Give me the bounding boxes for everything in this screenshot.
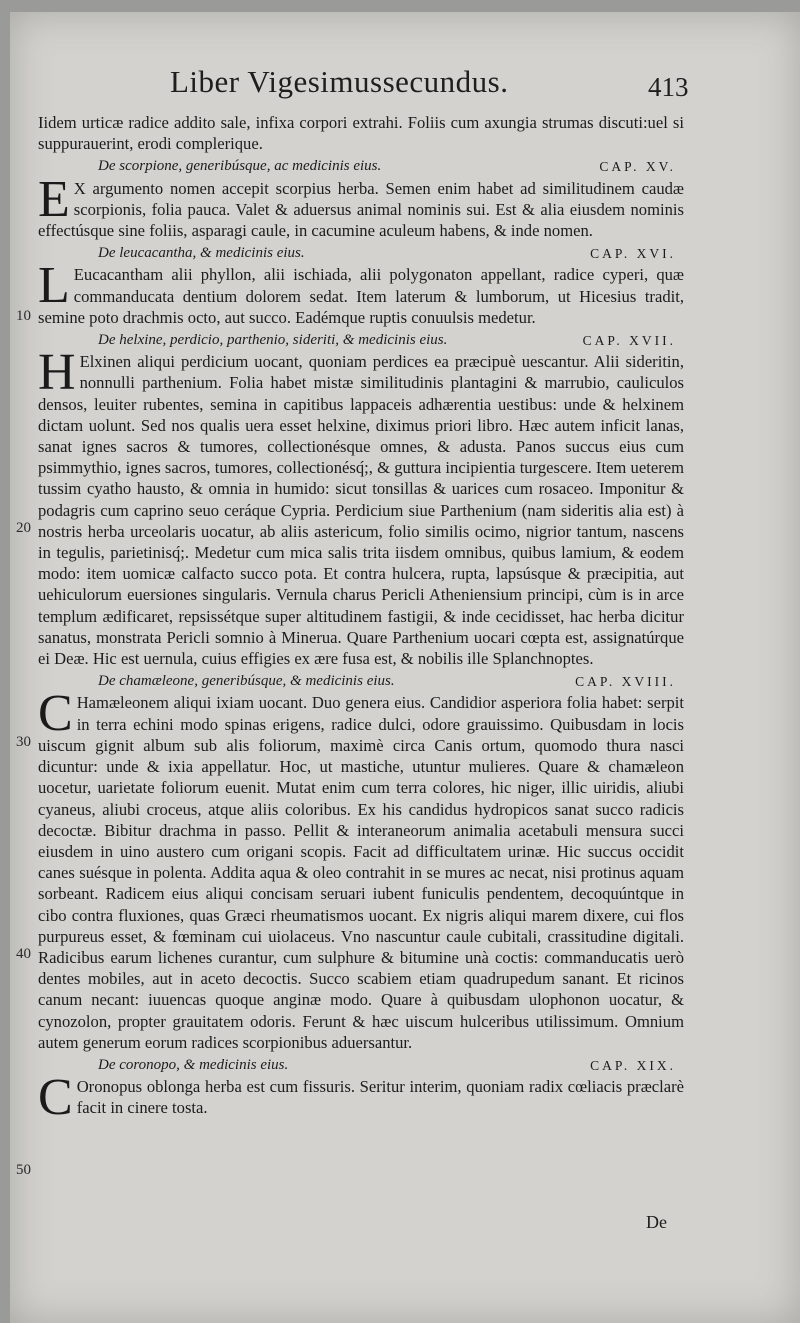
book-page (10, 12, 800, 1323)
line-number: 40 (16, 946, 31, 962)
chapter-title: De helxine, perdicio, parthenio, sideriti, & medicinis eius. (98, 332, 448, 349)
chapter-paragraph (38, 685, 684, 1052)
chapter-paragraph (38, 344, 684, 669)
chapter-paragraph (38, 257, 684, 328)
drop-cap-initial: C (38, 1069, 73, 1127)
chapter-heading (38, 243, 684, 264)
line-number: 20 (16, 520, 31, 536)
page-number: 413 (648, 72, 689, 102)
running-title: Liber Vigesimussecundus. (170, 64, 509, 99)
chapter-heading (38, 671, 684, 692)
drop-cap-initial: H (38, 344, 76, 402)
chapter-heading (38, 330, 684, 351)
intro-paragraph: Iidem urticæ radice addito sale, infixa corpori extrahi. Foliis cum axungia strumas discuti:uel si suppurauerint, erodi complerique. (38, 113, 684, 154)
chapter-heading (38, 1055, 684, 1076)
chapter-paragraph (38, 170, 684, 242)
chapter-title: De scorpione, generibúsque, ac medicinis eius. (98, 158, 382, 175)
chapter-paragraph (38, 1069, 684, 1127)
line-number: 50 (16, 1162, 31, 1178)
chapter-number: CAP. XVI. (590, 246, 676, 262)
chapter-number: CAP. XVIII. (575, 674, 676, 690)
chapter-heading (38, 156, 684, 177)
chapter-number: CAP. XV. (599, 159, 676, 175)
drop-cap-initial: E (38, 170, 70, 228)
chapter-title: De leucacantha, & medicinis eius. (98, 245, 305, 262)
text-body (38, 112, 684, 1127)
chapter-title: De coronopo, & medicinis eius. (98, 1056, 289, 1073)
chapter-body: Elxinen aliqui perdicium uocant, quoniam perdices ea præcipuè uescantur. Alii sideritin, nonnulli parthenium. Folia habet mistæ similitudinis plantagini & marrubio, cauliculos densos, leuiter rubentes, semina in capitibus lappaceis adhærentia uestibus: unde & helxinem dictam uolunt. Sed nos qualis uera esset helxine, diximus priori libro. Hæc autem inficit lanas, sanat ignes sacros & tumores, collectionésque omnes, & adusta. Panos succus eius cum psimmythio, ignes sacros, tumores, collectionésq́;, & guttura incipientia turgescere. Item ueterem tussim cyatho hausto, & omnia in humido: sicut tonsillas & uarices cum rosaceo. Imponitur & podagris cum caprino seuo ceráque Cypria. Perdicium siue Parthenium (nam sideritis alia est) à nostris herba urceolaris uocatur, ab aliis astericum, folio similis ocimo, nigrior tantum, nascens in tegulis, parietinisq́;. Medetur cum mica salis trita iisdem omnibus, quibus lamium, & eodem modo: item uomicæ calfacto succo pota. Et contra hulcera, rupta, lapsúsque & præcipitia, aut uehiculorum euersiones singularis. Vernula charus Pericli Atheniensium principi, cùm is in arce templum ædificaret, repsissétque super altitudinem fastigii, & inde cecidisset, hac herba dicitur sanatus, monstrata Pericli somnio à Minerua. Quare Parthenium uocari cœpta est, assignatúrque ei Deæ. Hic est uernula, cuius effigies ex ære fusa est, & nobilis ille Splanchnoptes. (38, 352, 684, 669)
chapter-body: Oronopus oblonga herba est cum fissuris. Seritur interim, quoniam radix cœliacis præclarè facit in cinere tosta. (76, 1077, 684, 1118)
chapter-title: De chamæleone, generibúsque, & medicinis eius. (98, 673, 395, 690)
catchword: De (646, 1212, 667, 1232)
line-number: 10 (16, 308, 31, 324)
chapter-body: Hamæleonem aliqui ixiam uocant. Duo genera eius. Candidior asperiora folia habet: serpit in terra echini modo spinas erigens, radice dulci, odore grauissimo. Quibusdam in locis uiscum gignit album sub alis foliorum, maximè circa Canis ortum, quomodo thura nasci dicuntur: unde & ixia appellatur. Hoc, ut mastiche, utuntur mulieres. Quare & chamæleon uocetur, uarietate foliorum euenit. Mutat enim cum terra colores, hic niger, illic uiridis, aliubi cyaneus, aliubi croceus, atque aliis coloribus. Ex his candidus hydropicos sanat succo radicis decoctæ. Bibitur drachma in passo. Pellit & interaneorum animalia acetabuli mensura succi eiusdem in uino austero cum origani scopis. Facit ad difficultatem urinæ. Hic succus occidit canes suésque in polenta. Addita aqua & oleo contrahit in se mures ac necat, nisi protinus aquam sorbeant. Radicem eius aliqui concisam seruari iubent funiculis pendentem, decoquúntque in cibo contra fluxiones, quas Græci rheumatismos uocant. Ex nigris aliqui marem dixere, cui flos purpureus esset, & fœminam cui uiolaceus. Vno nascuntur caule cubitali, crassitudine digitali. Radicibus earum lichenes curantur, cum sulphure & bitumine unà coctis: commanducatis uerò dentes mobiles, aut in aceto decoctis. Succo scabiem etiam quadrupedum sanant. Et ricinos canum necant: iuuencas quoque anginæ modo. Quare à quibusdam ulophonon uocatur, & cynozolon, propter grauitatem odoris. Ferunt & hæc uiscum hulceribus utilissimum. Omnium autem generum eorum radices scorpionibus aduersantur. (38, 693, 684, 1052)
drop-cap-initial: C (38, 685, 73, 743)
page-header (10, 64, 800, 114)
chapter-body: Eucacantham alii phyllon, alii ischiada, alii polygonaton appellant, radice cyperi, quæ commanducata dentium dolorem sedat. Item laterum & lumborum, ut Hicesius tradit, semine poto drachmis octo, aut succo. Eadémque ruptis conuulsis medetur. (38, 265, 684, 327)
chapter-number: CAP. XVII. (582, 333, 676, 349)
line-number: 30 (16, 734, 31, 750)
chapter-number: CAP. XIX. (590, 1057, 676, 1073)
chapter-body: X argumento nomen accepit scorpius herba. Semen enim habet ad similitudinem caudæ scorpionis, folia pauca. Valet & aduersus animal nominis sui. Est & alia eiusdem nominis effectúsque sine foliis, asparagi caule, in cacumine aculeum habens, & inde nomen. (38, 178, 684, 241)
drop-cap-initial: L (38, 257, 70, 315)
